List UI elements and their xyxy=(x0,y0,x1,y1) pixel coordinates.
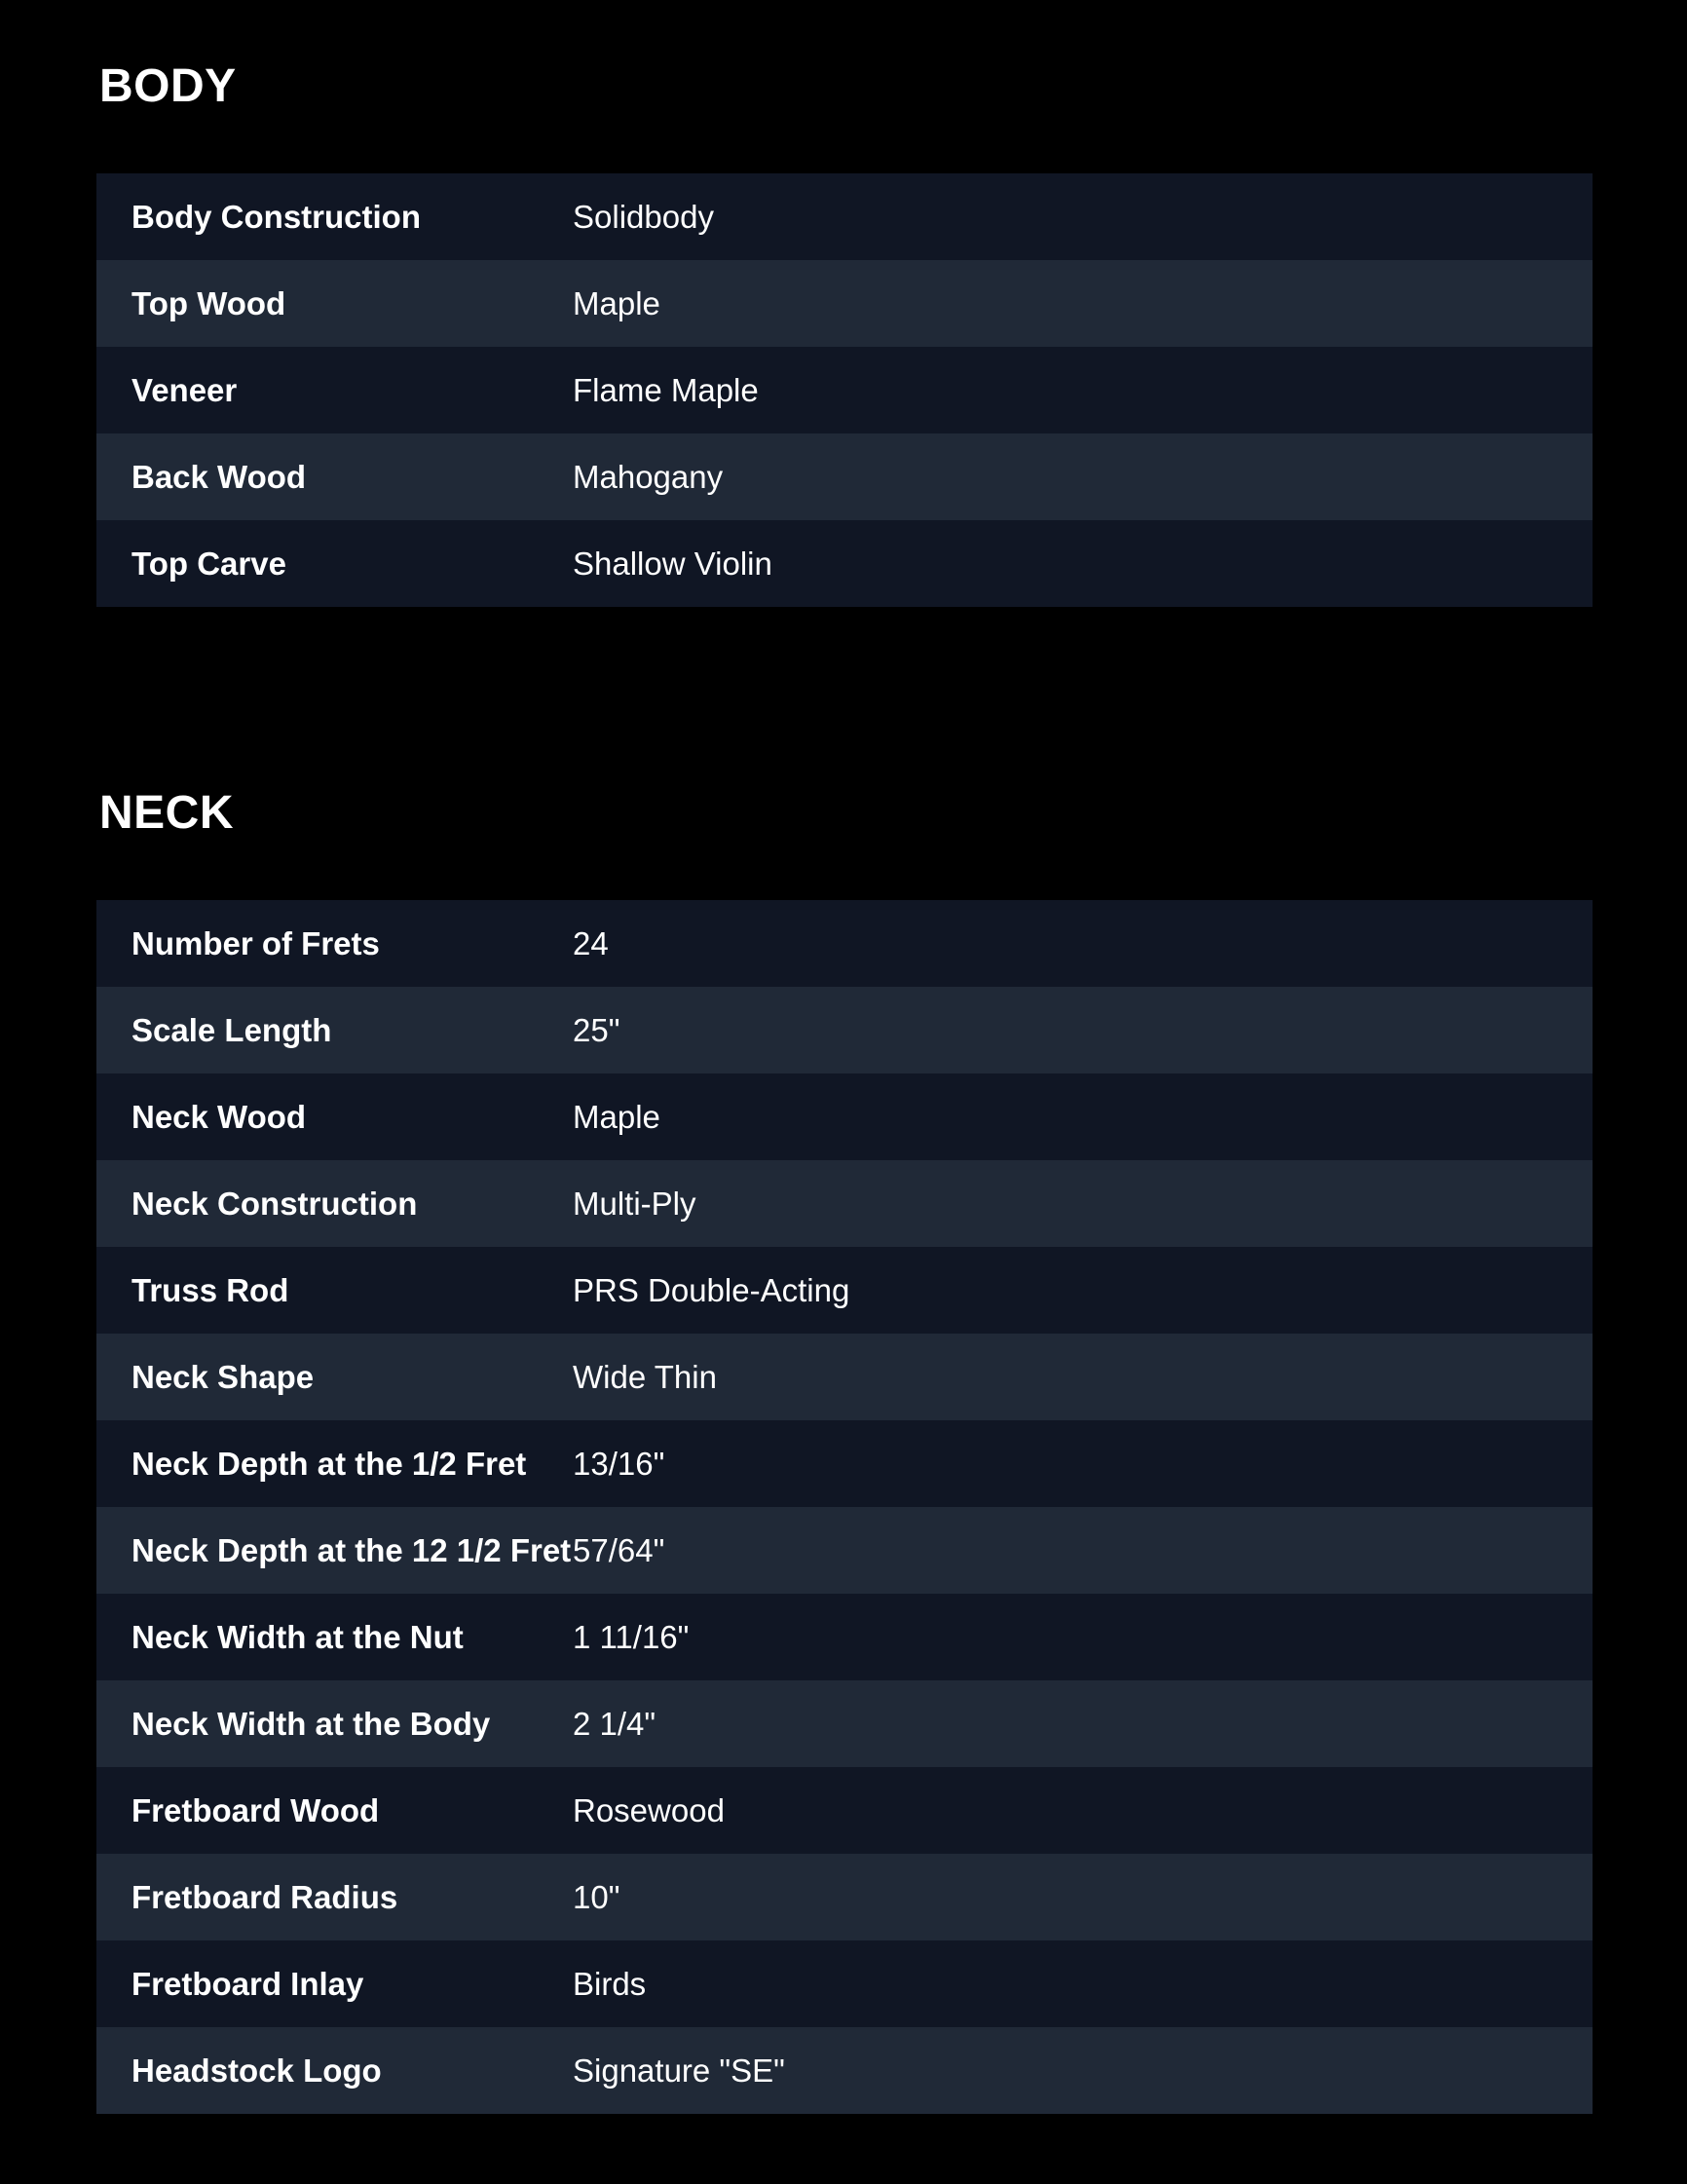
spec-value: 1 11/16" xyxy=(573,1618,690,1655)
spec-row xyxy=(96,1334,1593,1420)
spec-label: Fretboard Radius xyxy=(131,1878,398,1915)
spec-value: Solidbody xyxy=(573,198,714,235)
spec-value: Birds xyxy=(573,1965,647,2002)
spec-row xyxy=(96,1594,1593,1680)
spec-value: 57/64" xyxy=(573,1531,665,1568)
spec-label: Body Construction xyxy=(131,198,421,235)
spec-row xyxy=(96,1680,1593,1767)
spec-label: Fretboard Inlay xyxy=(131,1965,364,2002)
spec-row xyxy=(96,520,1593,607)
spec-value: 13/16" xyxy=(573,1445,665,1482)
spec-row xyxy=(96,1767,1593,1854)
body-specs-table xyxy=(96,173,1593,607)
spec-row xyxy=(96,1940,1593,2027)
spec-label: Veneer xyxy=(131,371,238,408)
spec-label: Headstock Logo xyxy=(131,2052,382,2089)
spec-value: 10" xyxy=(573,1878,620,1915)
spec-row xyxy=(96,1073,1593,1160)
spec-value: Maple xyxy=(573,1098,660,1135)
spec-label: Neck Shape xyxy=(131,1358,315,1395)
spec-value: PRS Double-Acting xyxy=(573,1271,850,1308)
spec-value: Wide Thin xyxy=(573,1358,717,1395)
spec-value: 24 xyxy=(573,924,609,961)
spec-label: Top Carve xyxy=(131,545,286,582)
spec-label: Back Wood xyxy=(131,458,307,495)
spec-label: Top Wood xyxy=(131,284,286,321)
spec-value: Flame Maple xyxy=(573,371,759,408)
body-specs-section xyxy=(96,0,1593,607)
neck-specs-section xyxy=(96,727,1593,2114)
neck-specs-table xyxy=(96,900,1593,2114)
neck-section-title: NECK xyxy=(99,787,235,839)
spec-row xyxy=(96,2027,1593,2114)
spec-value: Mahogany xyxy=(573,458,724,495)
spec-label: Scale Length xyxy=(131,1011,332,1048)
spec-value: Rosewood xyxy=(573,1791,725,1828)
spec-value: Multi-Ply xyxy=(573,1185,696,1222)
spec-value: Signature "SE" xyxy=(573,2052,785,2089)
spec-value: Maple xyxy=(573,284,660,321)
body-section-title: BODY xyxy=(99,60,237,112)
spec-row xyxy=(96,260,1593,347)
spec-row xyxy=(96,1507,1593,1594)
spec-row xyxy=(96,1854,1593,1940)
spec-label: Neck Depth at the 12 1/2 Fret xyxy=(131,1531,572,1568)
spec-value: 2 1/4" xyxy=(573,1705,656,1742)
spec-value: 25" xyxy=(573,1011,620,1048)
spec-row xyxy=(96,987,1593,1073)
spec-label: Truss Rod xyxy=(131,1271,289,1308)
spec-row xyxy=(96,1247,1593,1334)
spec-label: Neck Wood xyxy=(131,1098,307,1135)
spec-row xyxy=(96,433,1593,520)
spec-row xyxy=(96,173,1593,260)
spec-label: Fretboard Wood xyxy=(131,1791,380,1828)
spec-row xyxy=(96,1160,1593,1247)
spec-row xyxy=(96,1420,1593,1507)
spec-label: Neck Width at the Body xyxy=(131,1705,491,1742)
spec-row xyxy=(96,900,1593,987)
spec-row xyxy=(96,347,1593,433)
spec-value: Shallow Violin xyxy=(573,545,772,582)
spec-label: Neck Width at the Nut xyxy=(131,1618,464,1655)
spec-label: Number of Frets xyxy=(131,924,380,961)
spec-label: Neck Depth at the 1/2 Fret xyxy=(131,1445,527,1482)
spec-label: Neck Construction xyxy=(131,1185,418,1222)
